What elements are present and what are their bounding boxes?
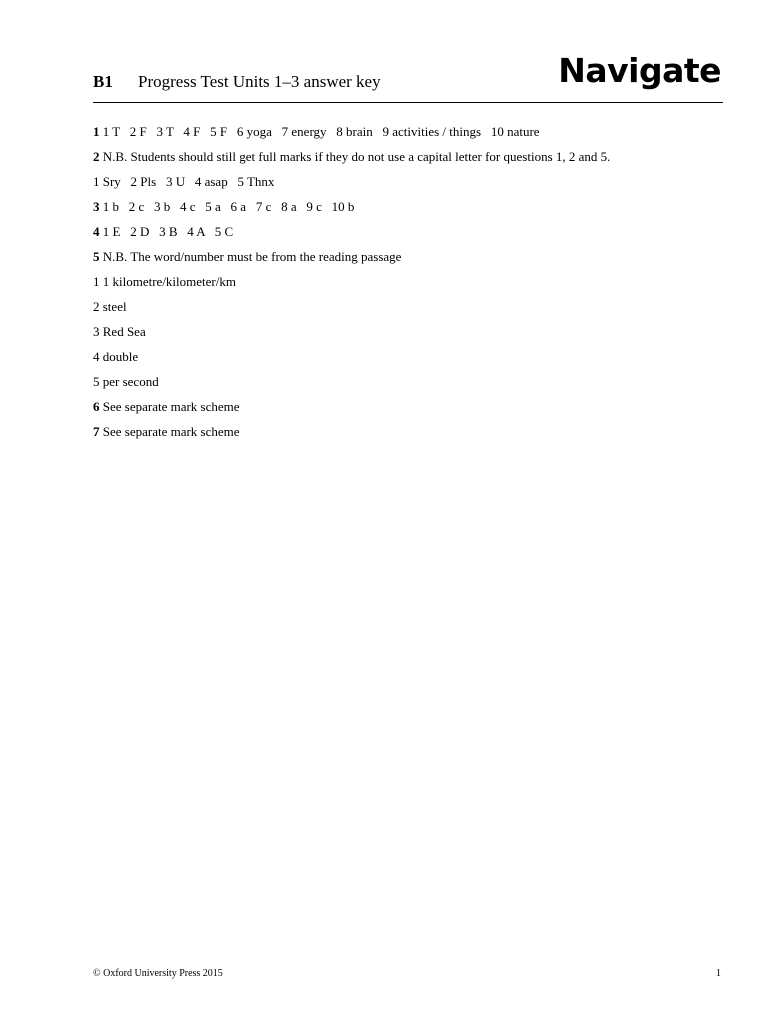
answer-line-1 [93, 123, 733, 148]
answer-line-2 [93, 148, 733, 173]
question-number: 3 [93, 199, 100, 214]
question-number: 1 [93, 124, 100, 139]
navigate-logo: Navigate [558, 51, 721, 90]
answer-line-12 [93, 398, 733, 423]
question-number: 4 [93, 224, 100, 239]
answer-text: 1 T 2 F 3 T 4 F 5 F 6 yoga 7 energy 8 brain 9 activities / things 10 nature [99, 124, 540, 139]
answer-line-7 [93, 273, 733, 298]
page-number: 1 [716, 968, 721, 979]
question-number: 2 [93, 149, 100, 164]
answer-line-10 [93, 348, 733, 373]
answer-text: 1 E 2 D 3 B 4 A 5 C [99, 224, 234, 239]
answer-line-5 [93, 223, 733, 248]
answer-line-11 [93, 373, 733, 398]
answer-line-9 [93, 323, 733, 348]
answer-text: 1 Sry 2 Pls 3 U 4 asap 5 Thnx [93, 174, 275, 189]
answer-key-body [93, 123, 733, 448]
answer-line-6 [93, 248, 733, 273]
answer-line-13 [93, 423, 733, 448]
question-number: 6 [93, 399, 100, 414]
answer-text: See separate mark scheme [99, 399, 240, 414]
copyright-notice: © Oxford University Press 2015 [93, 968, 223, 979]
answer-line-8 [93, 298, 733, 323]
answer-line-4 [93, 198, 733, 223]
answer-text: 1 1 kilometre/kilometer/km [93, 274, 236, 289]
answer-text: 1 b 2 c 3 b 4 c 5 a 6 a 7 c 8 a 9 c 10 b [99, 199, 355, 214]
answer-text: N.B. Students should still get full marks if they do not use a capital letter for questions 1, 2 and 5. [99, 149, 611, 164]
question-number: 7 [93, 424, 100, 439]
page-header [93, 50, 723, 103]
question-number: 5 [93, 249, 100, 264]
answer-line-3 [93, 173, 733, 198]
page-title: Progress Test Units 1–3 answer key [138, 72, 381, 91]
answer-text: 3 Red Sea [93, 324, 146, 339]
answer-text: N.B. The word/number must be from the reading passage [99, 249, 402, 264]
answer-text: 2 steel [93, 299, 127, 314]
answer-text: 4 double [93, 349, 139, 364]
level-label: B1 [93, 72, 113, 91]
answer-text: See separate mark scheme [99, 424, 240, 439]
answer-text: 5 per second [93, 374, 159, 389]
